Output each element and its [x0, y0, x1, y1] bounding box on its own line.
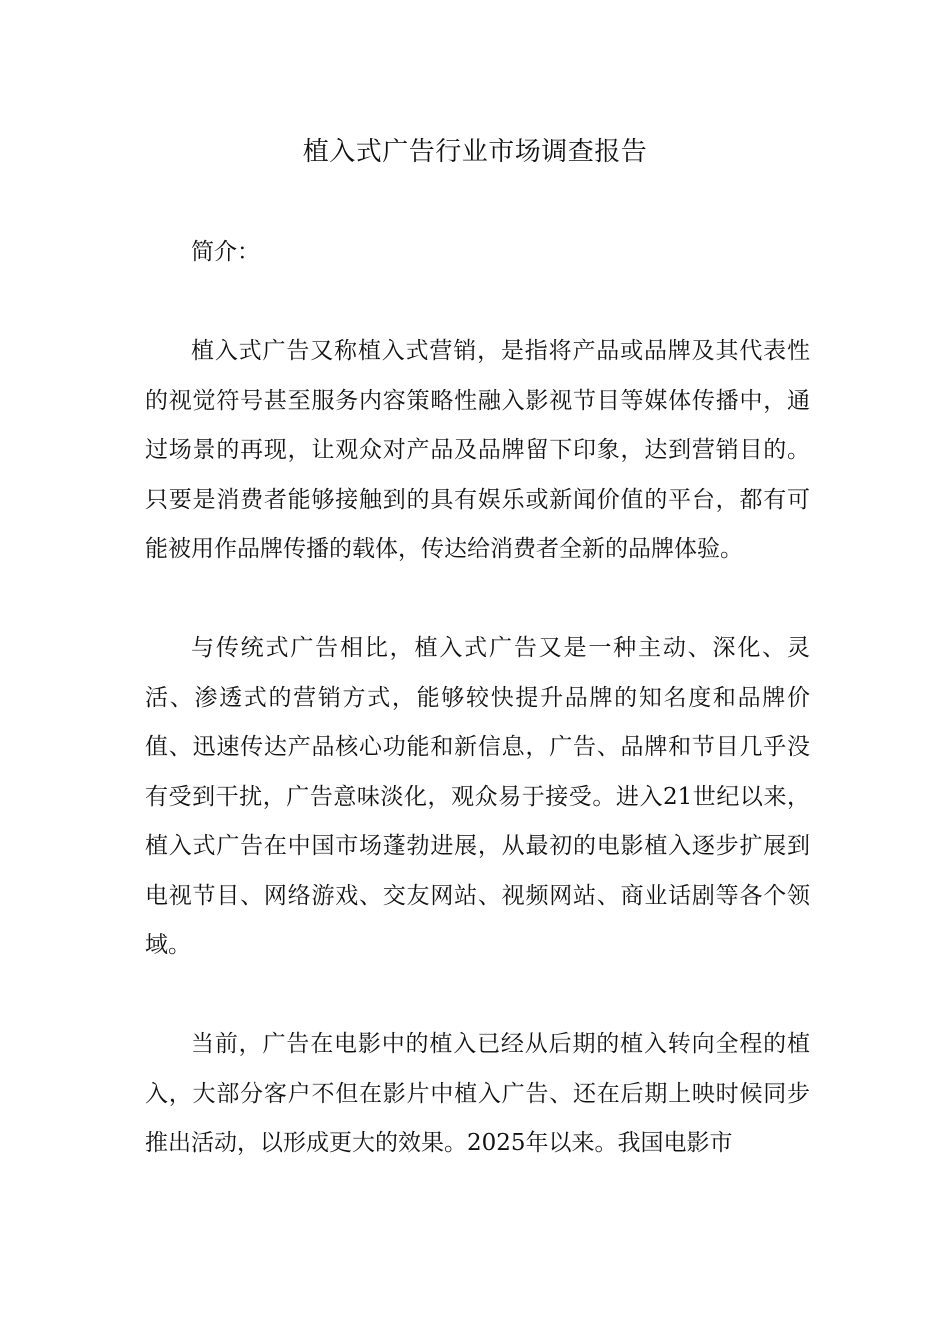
- document-title: 植入式广告行业市场调查报告: [302, 137, 648, 167]
- body-paragraph-2: 与传统式广告相比，植入式广告又是一种主动、深化、灵活、渗透式的营销方式，能够较快提升品牌的知名度和品牌价值、迅速传达产品核心功能和新信息，广告、品牌和节目几乎没有受到干扰，广告意味淡化，观众易于接受。进入21世纪以来，植入式广告在中国市场蓬勃进展，从最初的电影植入逐步扩展到电视节目、网络游戏、交友网站、视频网站、商业话剧等各个领域。: [145, 635, 810, 958]
- body-paragraph-3: 当前，广告在电影中的植入已经从后期的植入转向全程的植入，大部分客户不但在影片中植入广告、还在后期上映时候同步推出活动，以形成更大的效果。2025年以来。我国电影市: [145, 1031, 810, 1156]
- document-body: [145, 228, 810, 1169]
- section-heading: 简介：: [191, 239, 260, 265]
- body-paragraph-1: 植入式广告又称植入式营销，是指将产品或品牌及其代表性的视觉符号甚至服务内容策略性融入影视节目等媒体传播中，通过场景的再现，让观众对产品及品牌留下印象，达到营销目的。只要是消费者能够接触到的具有娱乐或新闻价值的平台，都有可能被用作品牌传播的载体，传达给消费者全新的品牌体验。: [145, 338, 810, 562]
